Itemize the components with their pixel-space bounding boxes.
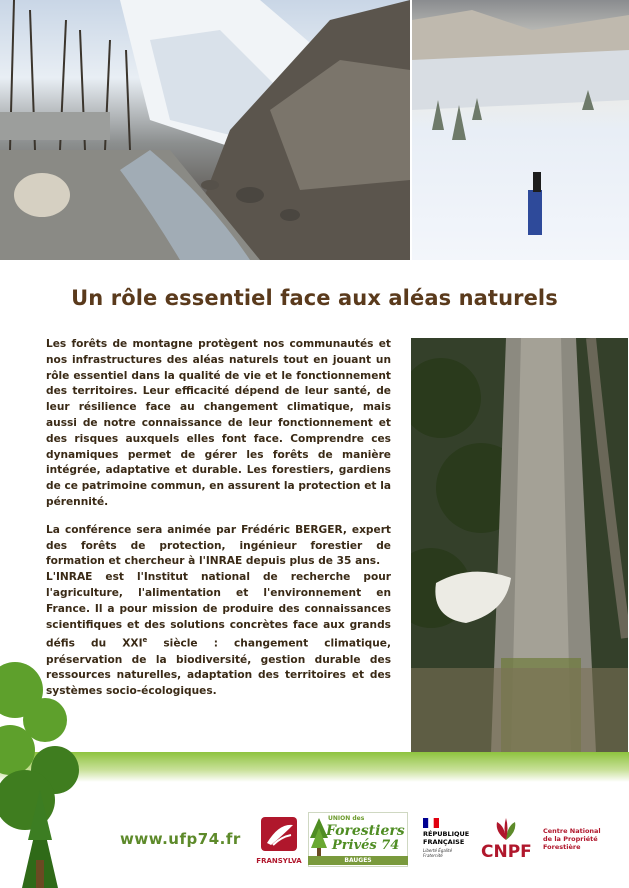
inrae-text-part1: L'INRAE est l'Institut national de recherche pour l'agriculture, l'alimentation et l'environnement en France. Il a pour mission de produire des connaissances scientifiques et des solutions concrètes face aux grands défis du XXI [46,571,391,650]
inrae-text-part2: siècle : changement climatique, préservation de la biodiversité, gestion durable des ressources naturelles, adaptation des territoires et des systèmes socio-écologiques. [46,637,391,698]
republique-line2: FRANÇAISE [423,837,465,846]
ufp74-logo [308,812,408,867]
ufp74-forestiers-label: Forestiers [326,823,405,839]
tree-illustration [0,640,110,888]
republique-line1: RÉPUBLIQUE [423,830,470,838]
avalanche-snow-photo [412,0,629,260]
rockfall-road-photo [0,0,410,260]
cnpf-subtitle-line1: Centre National [543,827,601,835]
page-title: Un rôle essentiel face aux aléas naturels [71,286,558,310]
intro-paragraph: Les forêts de montagne protègent nos communautés et nos infrastructures des aléas naturels tout en jouant un rôle essentiel dans la qualité de vie et le fonctionnement des territoires. Leur efficacité dépend de leur santé, de leur résilience face au changement climatique, mais aussi de notre connaissance de leur fonctionnement et des risques auxquels elles font face. Comprendre ces dynamiques permet de gérer les forêts de manière intégrée, adaptative et durable. Les forestiers, gardiens de ce patrimoine commun, en assurent la protection et la pérennité. [46,338,391,508]
cnpf-label: CNPF [481,842,532,862]
republique-francaise-logo [423,818,483,863]
cnpf-leaf-icon [491,818,521,842]
cnpf-logo [481,818,541,863]
ufp74-bauges-label: BAUGES [308,856,408,865]
marianne-flag-icon [423,818,439,828]
forest-tree-photo [411,338,628,753]
fransylva-label: FRANSYLVA [256,857,302,865]
century-superscript: e [142,636,148,645]
cnpf-subtitle [543,827,628,851]
fransylva-emblem-icon [253,815,305,853]
cnpf-subtitle-line2: de la Propriété Forestière [543,835,598,851]
fransylva-logo [253,815,305,865]
ufp74-union-label: UNION des [328,815,365,822]
republique-label [423,831,469,846]
website-link[interactable]: www.ufp74.fr [120,830,241,848]
ufp74-prives-label: Privés 74 [332,838,400,853]
speaker-paragraph: La conférence sera animée par Frédéric BERGER, expert des forêts de protection, ingénieur forestier de formation et chercheur à l'INRAE depuis plus de 35 ans. [46,523,391,568]
republique-motto: Liberté Égalité Fraternité [423,848,453,858]
